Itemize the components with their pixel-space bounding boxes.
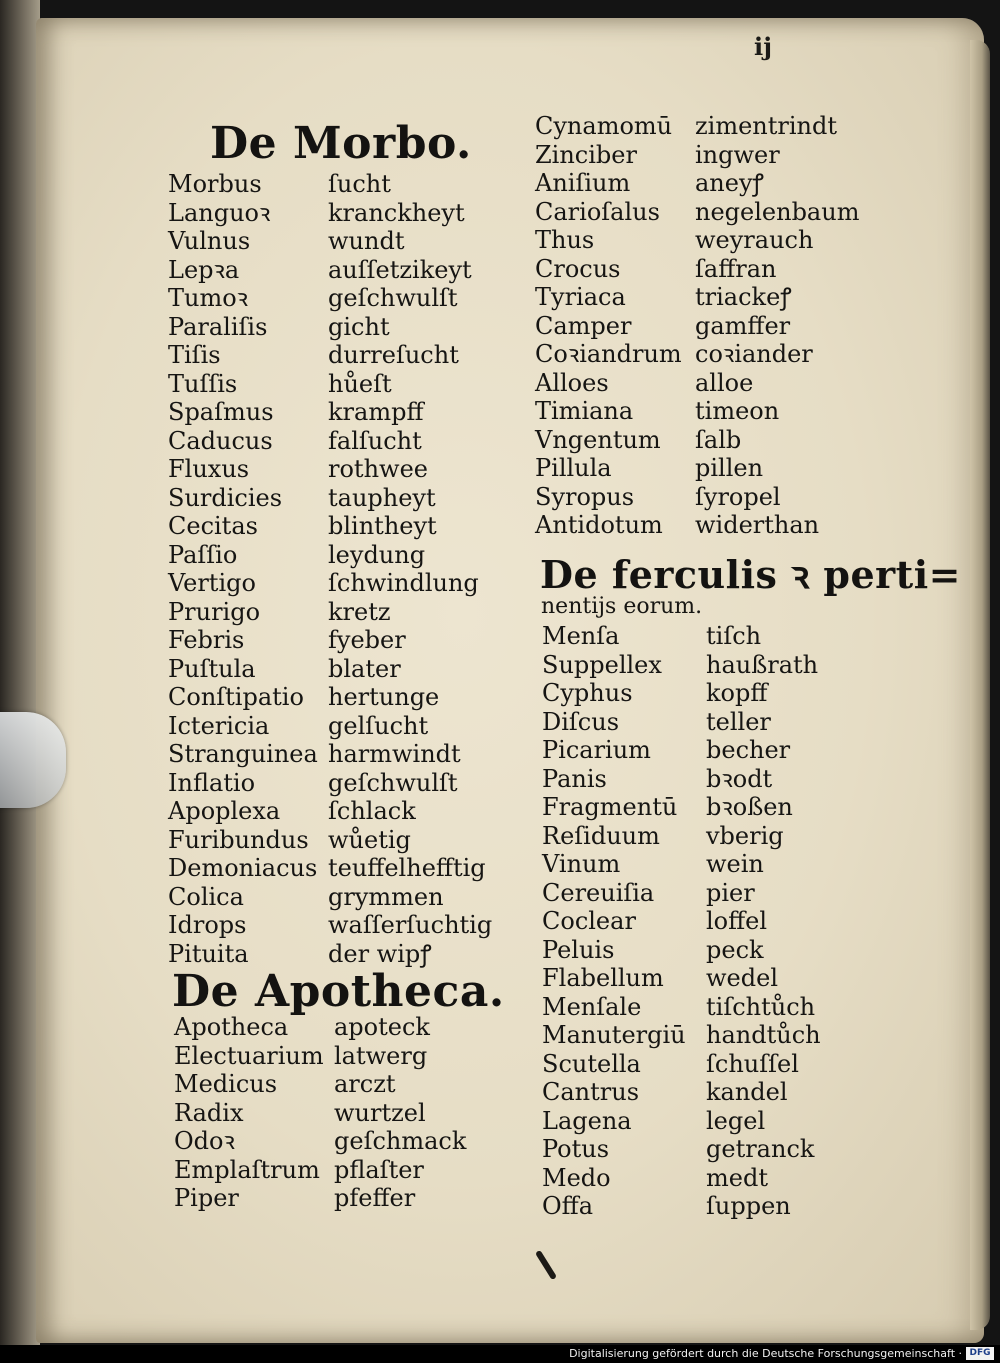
- german-term: blintheyt: [328, 512, 437, 540]
- latin-term: Inflatio: [168, 768, 256, 797]
- german-term: widerthan: [695, 511, 820, 539]
- heading-de-ferculis: De ferculis ꝛ perti=: [540, 552, 962, 597]
- german-term: getranck: [706, 1135, 815, 1163]
- german-term: tiſch: [706, 622, 762, 650]
- footer-text: Digitalisierung gefördert durch die Deutsche Forschungsgemeinschaft ·: [569, 1347, 962, 1360]
- german-term: ingwer: [695, 140, 780, 169]
- latin-term: Lagena: [542, 1106, 632, 1135]
- latin-term: Camper: [535, 311, 632, 340]
- latin-term: Odoꝛ: [174, 1127, 235, 1155]
- german-term: der wipꝭ: [328, 939, 432, 968]
- latin-term: Vertigo: [168, 569, 256, 597]
- german-term: wedel: [706, 964, 778, 992]
- german-term: waſſerſuchtig: [328, 911, 493, 939]
- latin-term: Tuſſis: [168, 369, 238, 398]
- latin-term: Febris: [168, 626, 245, 654]
- latin-term: Pillula: [535, 454, 612, 482]
- german-term: ſyropel: [695, 482, 781, 511]
- german-term: kranckheyt: [328, 198, 465, 227]
- latin-term: Colica: [168, 882, 244, 911]
- page-number: ĳ: [754, 32, 773, 61]
- latin-term: Furibundus: [168, 825, 309, 854]
- latin-term: Peluis: [542, 935, 615, 964]
- latin-term: Caducus: [168, 426, 273, 455]
- german-term: wein: [706, 850, 764, 878]
- german-term: wundt: [328, 227, 405, 255]
- latin-term: Paſſio: [168, 540, 238, 569]
- latin-term: Syropus: [535, 482, 635, 511]
- german-term: geſchmack: [334, 1127, 467, 1155]
- latin-term: Cantrus: [542, 1078, 640, 1106]
- german-term: auſſetzikeyt: [328, 255, 472, 284]
- german-term: hertunge: [328, 683, 440, 711]
- german-term: gamffer: [695, 311, 791, 340]
- latin-term: Reſiduum: [542, 821, 660, 850]
- german-term: pflaſter: [334, 1155, 424, 1184]
- page-clip: [0, 712, 66, 808]
- page-edge-right: [970, 40, 990, 1330]
- latin-term: Thus: [535, 226, 595, 254]
- latin-term: Tyriaca: [535, 283, 626, 311]
- german-term: falſucht: [328, 426, 422, 455]
- latin-term: Potus: [542, 1135, 610, 1163]
- latin-term: Morbus: [168, 170, 262, 198]
- latin-term: Medo: [542, 1163, 611, 1192]
- latin-term: Zinciber: [535, 140, 637, 169]
- latin-term: Alloes: [535, 368, 609, 397]
- german-term: coꝛiander: [695, 340, 813, 368]
- german-term: geſchwulſt: [328, 284, 458, 312]
- latin-term: Picarium: [542, 736, 651, 764]
- latin-term: Aniſium: [535, 169, 631, 197]
- german-term: bꝛodt: [706, 764, 773, 793]
- latin-term: Tumoꝛ: [168, 284, 249, 312]
- book-spine-left: [0, 0, 40, 1350]
- latin-term: Apoplexa: [168, 797, 281, 825]
- german-term: fyeber: [328, 626, 406, 654]
- latin-term: Scutella: [542, 1049, 641, 1078]
- latin-term: Panis: [542, 764, 607, 793]
- german-term: becher: [706, 736, 791, 764]
- german-term: negelenbaum: [695, 197, 860, 226]
- heading-de-apotheca: De Apotheca.: [172, 966, 505, 1017]
- german-term: gelſucht: [328, 711, 429, 740]
- latin-term: Vngentum: [535, 425, 661, 454]
- german-term: loffel: [706, 907, 768, 935]
- german-term: pfeffer: [334, 1184, 416, 1212]
- latin-term: Radix: [174, 1098, 244, 1127]
- german-term: bꝛoßen: [706, 793, 793, 821]
- german-term: taupheyt: [328, 483, 436, 512]
- german-term: harmwindt: [328, 740, 461, 768]
- latin-term: Menſa: [542, 622, 620, 650]
- latin-term: Cereuiſia: [542, 878, 655, 907]
- german-term: ſucht: [328, 170, 391, 198]
- german-term: kretz: [328, 597, 391, 626]
- latin-term: Lepꝛa: [168, 255, 240, 284]
- latin-term: Electuarium: [174, 1041, 324, 1070]
- german-term: blater: [328, 654, 401, 683]
- german-term: arczt: [334, 1070, 396, 1098]
- german-term: hůeſt: [328, 369, 392, 398]
- latin-term: Antidotum: [535, 511, 663, 539]
- german-term: kandel: [706, 1078, 788, 1106]
- latin-term: Conſtipatio: [168, 683, 304, 711]
- german-term: handtůch: [706, 1021, 821, 1049]
- latin-term: Offa: [542, 1192, 594, 1220]
- german-term: apoteck: [334, 1013, 430, 1041]
- german-term: ſchwindlung: [328, 569, 479, 597]
- latin-term: Languoꝛ: [168, 198, 271, 227]
- german-term: zimentrindt: [695, 112, 837, 140]
- latin-term: Vulnus: [168, 227, 251, 255]
- latin-term: Manutergiū: [542, 1021, 686, 1049]
- german-term: leydung: [328, 540, 426, 569]
- latin-term: Cynamomū: [535, 112, 673, 140]
- german-term: ſaffran: [695, 254, 777, 283]
- german-term: krampff: [328, 398, 424, 426]
- german-term: teller: [706, 707, 771, 736]
- latin-term: Fragmentū: [542, 793, 678, 821]
- dfg-logo: DFG: [966, 1347, 994, 1360]
- latin-term: Menſale: [542, 992, 642, 1021]
- heading-de-ferculis-continuation: nentijs eorum.: [541, 594, 703, 619]
- latin-term: Fluxus: [168, 455, 250, 483]
- german-term: pier: [706, 878, 755, 907]
- german-term: rothwee: [328, 455, 428, 483]
- german-term: aneyꝭ: [695, 169, 764, 197]
- latin-term: Coꝛiandrum: [535, 340, 682, 368]
- latin-term: Cecitas: [168, 512, 258, 540]
- latin-term: Apotheca: [174, 1013, 289, 1041]
- german-term: durreſucht: [328, 341, 459, 369]
- latin-term: Tiſis: [168, 341, 221, 369]
- latin-term: Coclear: [542, 907, 636, 935]
- latin-term: Diſcus: [542, 707, 620, 736]
- german-term: teuffelhefftig: [328, 854, 486, 882]
- german-term: ſalb: [695, 425, 742, 454]
- latin-term: Flabellum: [542, 964, 664, 992]
- german-term: alloe: [695, 368, 754, 397]
- latin-term: Surdicies: [168, 483, 283, 512]
- latin-term: Vinum: [542, 850, 621, 878]
- german-term: triackeꝭ: [695, 283, 792, 311]
- latin-term: Carioſalus: [535, 197, 660, 226]
- german-term: grymmen: [328, 882, 444, 911]
- german-term: ſchlack: [328, 797, 416, 825]
- latin-term: Ictericia: [168, 711, 270, 740]
- heading-de-morbo: De Morbo.: [210, 118, 472, 169]
- latin-term: Paraliſis: [168, 312, 268, 341]
- german-term: legel: [706, 1106, 766, 1135]
- german-term: pillen: [695, 454, 764, 482]
- latin-term: Piper: [174, 1184, 239, 1212]
- german-term: geſchwulſt: [328, 768, 458, 797]
- german-term: vberig: [706, 821, 784, 850]
- german-term: kopff: [706, 679, 768, 707]
- german-term: ſuppen: [706, 1192, 791, 1220]
- german-term: weyrauch: [695, 226, 814, 254]
- latin-term: Pituita: [168, 939, 249, 968]
- latin-term: Spaſmus: [168, 398, 274, 426]
- german-term: ſchuſſel: [706, 1049, 799, 1078]
- latin-term: Medicus: [174, 1070, 278, 1098]
- german-term: peck: [706, 935, 764, 964]
- german-term: wurtzel: [334, 1098, 426, 1127]
- german-term: latwerg: [334, 1041, 428, 1070]
- latin-term: Emplaſtrum: [174, 1155, 320, 1184]
- latin-term: Idrops: [168, 911, 247, 939]
- german-term: timeon: [695, 397, 780, 425]
- latin-term: Stranguinea: [168, 740, 318, 768]
- latin-term: Suppellex: [542, 650, 662, 679]
- latin-term: Demoniacus: [168, 854, 318, 882]
- latin-term: Prurigo: [168, 597, 261, 626]
- latin-term: Puſtula: [168, 654, 256, 683]
- latin-term: Timiana: [535, 397, 634, 425]
- german-term: gicht: [328, 312, 390, 341]
- german-term: haußrath: [706, 650, 819, 679]
- latin-term: Cyphus: [542, 679, 633, 707]
- german-term: wůetig: [328, 825, 411, 854]
- latin-term: Crocus: [535, 254, 621, 283]
- german-term: medt: [706, 1163, 768, 1192]
- german-term: tiſchtůch: [706, 992, 816, 1021]
